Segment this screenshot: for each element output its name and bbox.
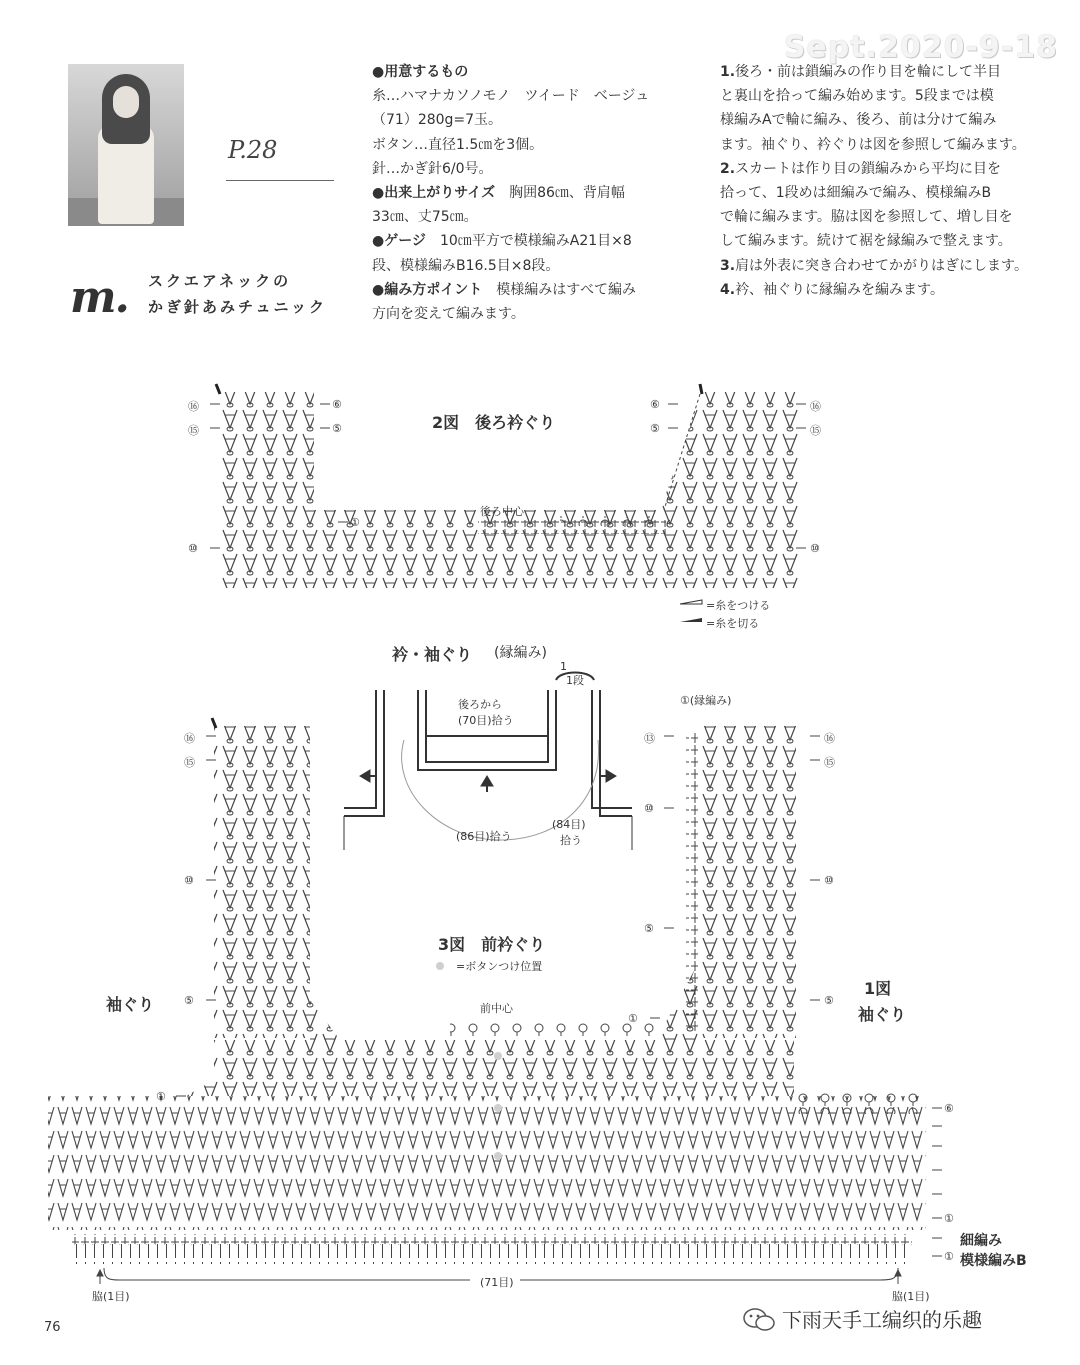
fig3-row-label: ① xyxy=(156,1090,166,1103)
fig3-inner-row-label: ① xyxy=(628,1012,638,1025)
fig2-row-label: ⑮ xyxy=(810,424,821,437)
gauge-heading: ●ゲージ xyxy=(372,233,426,250)
edging-sleeve-pick: 拾う xyxy=(560,834,582,847)
fig2-title: 2図 後ろ衿ぐり xyxy=(432,413,556,432)
fig2-row-label: ⑮ xyxy=(188,424,199,437)
step-line: ます。袖ぐり、衿ぐりは図を参照して編みます。 xyxy=(720,136,1026,153)
fig2-row-label: ⑥ xyxy=(650,398,660,411)
edging-title-paren: (縁編み) xyxy=(494,645,547,661)
bottom-row-num: ① xyxy=(944,1250,954,1263)
step-line: と裏山を拾って編み始めます。5段までは模 xyxy=(720,88,994,105)
edging-sleeve-count: (84目) xyxy=(552,818,586,831)
gauge-text-2: 段、模様編みB16.5目×8段。 xyxy=(372,257,560,274)
bottom-label-sc: 細編み xyxy=(960,1233,1002,1249)
armhole-left-label: 袖ぐり xyxy=(106,995,155,1014)
step-line: して編みます。続けて裾を縁編みで整えます。 xyxy=(720,233,1012,250)
edging-from-back: 後ろから xyxy=(458,698,502,711)
fig3-row-label: ⑯ xyxy=(824,732,835,745)
fig1-number: 1図 xyxy=(864,979,892,998)
edging-front-count: (86目)拾う xyxy=(456,830,512,843)
size-text-2: 33㎝、丈75㎝。 xyxy=(372,209,478,226)
step-line: で輪に編みます。脇は図を参照して、増し目を xyxy=(720,209,1013,226)
points-text-2: 方向を変えて編みます。 xyxy=(372,306,525,323)
fig2-row-label: ⑯ xyxy=(810,400,821,413)
fig3-title: 3図 前衿ぐり xyxy=(438,935,546,954)
side-left-label: 脇(1目) xyxy=(92,1290,130,1303)
title-line-1: スクエアネックの xyxy=(148,272,292,290)
fig3-row-label: ⑩ xyxy=(184,874,194,887)
item-mark: m. xyxy=(70,272,128,323)
edging-arrows xyxy=(360,770,616,792)
side-right-label: 脇(1目) xyxy=(892,1290,930,1303)
step-line: 4.衿、袖ぐりに縁編みを編みます。 xyxy=(720,281,944,298)
materials-line: （71）280g=7玉。 xyxy=(372,112,503,129)
fig2-row-label: ⑩ xyxy=(188,542,198,555)
points-text: 模様編みはすべて編み xyxy=(496,281,636,298)
fig3-center-label: 前中心 xyxy=(480,1002,513,1015)
bottom-label-pattern: 模様編みB xyxy=(960,1253,1027,1269)
size-text: 胸囲86㎝、背肩幅 xyxy=(509,185,625,202)
fig2-row-label: ⑤ xyxy=(650,422,660,435)
materials-line: 針…かぎ針6/0号。 xyxy=(372,160,493,177)
legend-symbols xyxy=(680,600,702,622)
gauge-text: 10㎝平方で模様編みA21目×8 xyxy=(439,233,632,250)
wechat-icon xyxy=(742,1306,776,1334)
fig3-row-label: ⑯ xyxy=(184,732,195,745)
points-heading: ●編み方ポイント xyxy=(372,281,483,298)
fig2-row-label: ⑥ xyxy=(332,398,342,411)
button-note: =ボタンつけ位置 xyxy=(456,960,543,973)
fig2-row-label: ① xyxy=(350,516,360,529)
legend-cut: =糸を切る xyxy=(706,617,760,630)
fig3-chart xyxy=(48,718,926,1264)
bottom-row-num: ① xyxy=(944,1212,954,1225)
fig3-row-label: ⑮ xyxy=(824,756,835,769)
wechat-account-name: 下雨天手工编织的乐趣 xyxy=(782,1308,982,1332)
edging-back-count: (70目)拾う xyxy=(458,714,514,727)
fig3-row-label: ⑩ xyxy=(824,874,834,887)
size-heading: ●出来上がりサイズ xyxy=(372,185,496,202)
step-line: 拾って、1段めは細編みで編み、模様編みB xyxy=(720,185,992,202)
edge-note: ①(縁編み) xyxy=(680,694,732,707)
step-line: 2.スカートは作り目の鎖編みから平均に目を xyxy=(720,160,1002,177)
fig2-row-label: ⑩ xyxy=(810,542,820,555)
fig3-row-label: ⑥ xyxy=(944,1102,954,1115)
page-number: 76 xyxy=(44,1320,61,1335)
fig3-row-label: ⑮ xyxy=(184,756,195,769)
fig2-row-label: ⑤ xyxy=(332,422,342,435)
materials-line: ボタン…直径1.5㎝を3個。 xyxy=(372,136,544,153)
title-line-2: かぎ針あみチュニック xyxy=(148,298,327,316)
fig1-label: 袖ぐり xyxy=(858,1005,907,1024)
materials-line: 糸…ハマナカソノモノ ツイード ベージュ xyxy=(372,88,650,105)
step-line: 3.肩は外表に突き合わせてかがりはぎにします。 xyxy=(720,257,1028,274)
materials-heading: ●用意するもの xyxy=(372,64,469,80)
step-line: 1.後ろ・前は鎖編みの作り目を輪にして半目 xyxy=(720,64,1002,80)
bottom-count: (71目) xyxy=(480,1276,514,1289)
step-line: 様編みAで輪に編み、後ろ、前は分けて編み xyxy=(720,112,997,129)
page-reference: P.28 xyxy=(228,136,278,164)
fig3-inner-row-label: ⑬ xyxy=(644,732,655,745)
fig3-inner-row-label: ⑩ xyxy=(644,802,654,815)
fig3-inner-row-label: ⑤ xyxy=(644,922,654,935)
fig2-row-label: ⑯ xyxy=(188,400,199,413)
watermark: Sept.2020-9-18 xyxy=(783,30,1058,65)
fig2-center-label: 後ろ中心 xyxy=(480,505,524,518)
edging-title: 衿・袖ぐり xyxy=(392,645,473,664)
fig3-row-label: ⑤ xyxy=(824,994,834,1007)
fig3-row-label: ⑤ xyxy=(184,994,194,1007)
edging-rows: 1段 xyxy=(566,674,584,687)
legend-attach: =糸をつける xyxy=(706,599,771,612)
edging-rows-num: 1 xyxy=(560,660,567,673)
